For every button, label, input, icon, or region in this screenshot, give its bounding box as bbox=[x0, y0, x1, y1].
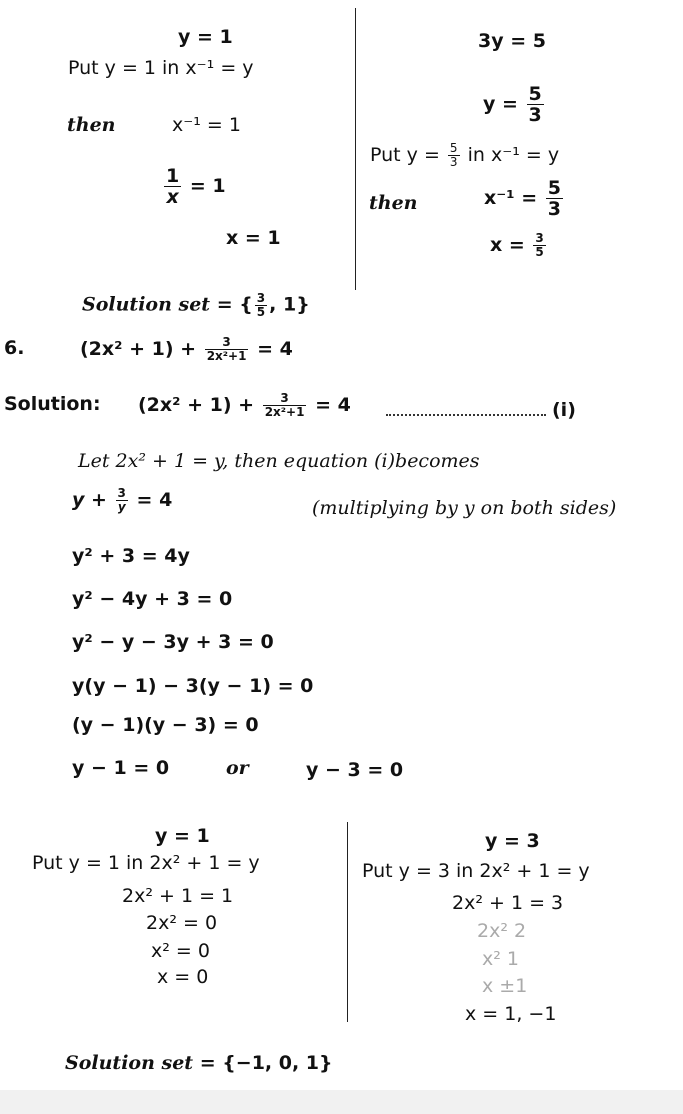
solution-label: Solution: bbox=[4, 393, 101, 415]
bottom-right-put-line: Put y = 3 in 2x² + 1 = y bbox=[362, 860, 590, 882]
fraction: $\frac{3}{\text{2x²+1}}$ bbox=[206, 335, 247, 363]
fraction: $\frac{3}{y}$ bbox=[117, 486, 126, 514]
step-2: y² + 3 = 4y bbox=[72, 545, 190, 567]
top-right-then: then bbox=[369, 192, 418, 214]
fraction: $\frac{3}{5}$ bbox=[535, 231, 544, 259]
bottom-column-divider bbox=[347, 822, 348, 1022]
step-6: (y − 1)(y − 3) = 0 bbox=[72, 714, 259, 736]
bottom-right-y-equals-3: y = 3 bbox=[485, 830, 540, 852]
top-column-divider bbox=[355, 8, 356, 290]
bottom-left-line-3: x² = 0 bbox=[151, 940, 210, 962]
step-4: y² − y − 3y + 3 = 0 bbox=[72, 631, 274, 653]
top-left-put-line: Put y = 1 in x⁻¹ = y bbox=[68, 57, 254, 79]
equation-tag: (i) bbox=[552, 399, 576, 421]
fraction: $\frac{1}{x}$ bbox=[166, 165, 180, 208]
step-7a: y − 1 = 0 bbox=[72, 757, 170, 779]
bottom-right-line-3: x² 1 bbox=[482, 948, 519, 970]
solution-set-2: Solution set = {−1, 0, 1} bbox=[65, 1052, 333, 1074]
top-left-y-equals-1: y = 1 bbox=[178, 26, 233, 48]
step-3: y² − 4y + 3 = 0 bbox=[72, 588, 233, 610]
bottom-right-line-1: 2x² + 1 = 3 bbox=[452, 892, 564, 914]
fraction: $\frac{3}{5}$ bbox=[256, 291, 266, 319]
top-left-x-equals-1: x = 1 bbox=[226, 227, 281, 249]
bottom-right-line-5: x = 1, −1 bbox=[465, 1003, 557, 1025]
step-5: y(y − 1) − 3(y − 1) = 0 bbox=[72, 675, 314, 697]
fraction: $\frac{5}{3}$ bbox=[449, 141, 458, 169]
footer-band bbox=[0, 1090, 683, 1114]
solution-equation: (2x² + 1) + $\frac{3}{\text{2x²+1}}$ = 4 bbox=[138, 391, 351, 419]
bottom-left-y-equals-1: y = 1 bbox=[155, 825, 210, 847]
fraction: $\frac{3}{\text{2x²+1}}$ bbox=[264, 391, 305, 419]
bottom-left-line-4: x = 0 bbox=[157, 966, 209, 988]
fraction: $\frac{5}{3}$ bbox=[547, 177, 561, 220]
step-7-or: or bbox=[226, 757, 249, 779]
top-right-x-fraction: x = $\frac{3}{5}$ bbox=[490, 231, 544, 259]
top-left-fraction-eq: $\frac{1}{x}$ = 1 bbox=[166, 165, 226, 208]
step-1-note: (multiplying by y on both sides) bbox=[312, 497, 617, 519]
top-left-x-inverse: x⁻¹ = 1 bbox=[172, 114, 241, 136]
bottom-left-line-1: 2x² + 1 = 1 bbox=[122, 885, 234, 907]
bottom-left-put-line: Put y = 1 in 2x² + 1 = y bbox=[32, 852, 260, 874]
step-1: y + $\frac{3}{y}$ = 4 bbox=[72, 486, 173, 514]
top-right-x-inverse: x⁻¹ = $\frac{5}{3}$ bbox=[484, 177, 561, 220]
solution-set-1: Solution set = { $\frac{3}{5}$ , 1} bbox=[82, 291, 310, 319]
step-7b: y − 3 = 0 bbox=[306, 759, 404, 781]
top-right-put-line: Put y = $\frac{5}{3}$ in x⁻¹ = y bbox=[370, 141, 560, 169]
bottom-right-line-4: x ±1 bbox=[482, 975, 528, 997]
top-left-then: then bbox=[67, 114, 116, 136]
bottom-right-line-2: 2x² 2 bbox=[477, 920, 527, 942]
dotted-leader bbox=[386, 414, 546, 416]
let-substitution-line: Let 2x² + 1 = y, then equation (i)becomes bbox=[78, 450, 480, 472]
fraction: $\frac{5}{3}$ bbox=[528, 83, 542, 126]
top-right-3y-eq: 3y = 5 bbox=[478, 30, 546, 52]
problem-equation: (2x² + 1) + $\frac{3}{\text{2x²+1}}$ = 4 bbox=[80, 335, 293, 363]
top-right-y-fraction: y = $\frac{5}{3}$ bbox=[483, 83, 542, 126]
bottom-left-line-2: 2x² = 0 bbox=[146, 912, 218, 934]
problem-number: 6. bbox=[4, 337, 25, 359]
